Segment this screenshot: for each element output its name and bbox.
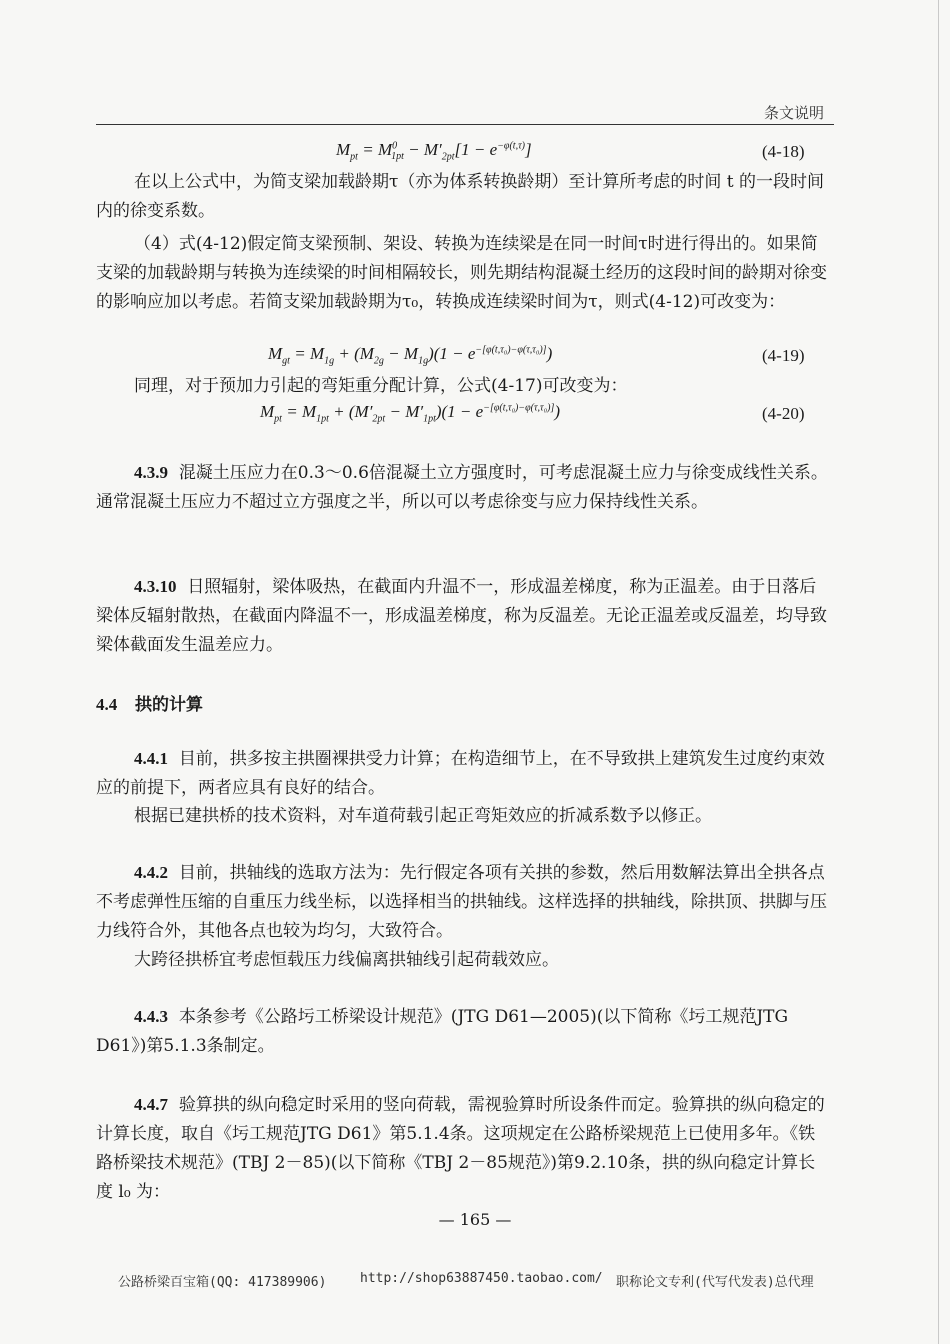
paragraph-4-assumption: （4）式(4-12)假定简支梁预制、架设、转换为连续梁是在同一时间τ时进行得出的。如果简支梁的加载龄期与转换为连续梁的时间相隔较长，则先期结构混凝土经历的这段时间的龄期对徐变的影响应加以考虑。若简支梁加载龄期为τ₀，转换成连续梁时间为τ，则式(4-12)可改变为： [96, 234, 827, 312]
equation-number-4-19: (4-19) [762, 346, 805, 365]
page-number: — 165 — [438, 1210, 512, 1229]
clause-4-3-10 [96, 572, 828, 660]
equation-number-4-20: (4-20) [762, 404, 805, 423]
clause-4-4-3 [96, 1002, 828, 1061]
paragraph-creep-coefficient: 在以上公式中，为简支梁加载龄期τ（亦为体系转换龄期）至计算所考虑的时间 t 的一段时间内的徐变系数。 [96, 172, 825, 221]
clause-number: 4.4.3 [134, 1007, 168, 1026]
footer-url: http://shop63887450.taobao.com/ [360, 1271, 603, 1286]
clause-4-4-7 [96, 1090, 828, 1207]
clause-number: 4.4.2 [134, 863, 168, 882]
clause-text: 验算拱的纵向稳定时采用的竖向荷载，需视验算时所设条件而定。验算拱的纵向稳定的计算长度，取自《圬工规范JTG D61》第5.1.4条。这项规定在公路桥梁规范上已使用多年。《铁路桥梁技术规范》(TBJ 2－85)(以下简称《TBJ 2－85规范》)第9.2.10条，拱的纵向稳定计算长度 l₀ 为： [96, 1095, 825, 1202]
clause-4-4-1-note: 根据已建拱桥的技术资料，对车道荷载引起正弯矩效应的折减系数予以修正。 [134, 806, 712, 826]
header-rule [96, 124, 834, 125]
paragraph-similarly: 同理，对于预加力引起的弯矩重分配计算，公式(4-17)可改变为： [134, 376, 628, 396]
formula-4-19: $M_{gt} = M_{1g} + (M_{2g} - M_{1g})(1 - e^{-[\varphi(t,\tau_0)-\varphi(\tau,\tau_0)]})$ [268, 344, 553, 367]
equation-number-4-18: (4-18) [762, 142, 805, 161]
footer-right: 职称论文专利(代写代发表)总代理 [616, 1275, 814, 1290]
clause-number: 4.3.10 [134, 577, 177, 596]
clause-text: 目前，拱多按主拱圈裸拱受力计算；在构造细节上，在不导致拱上建筑发生过度约束效应的前提下，两者应具有良好的结合。 [96, 749, 825, 798]
clause-text: 本条参考《公路圬工桥梁设计规范》(JTG D61—2005)(以下简称《圬工规范JTG D61》)第5.1.3条制定。 [96, 1007, 789, 1056]
clause-text: 日照辐射，梁体吸热，在截面内升温不一，形成温差梯度，称为正温差。由于日落后梁体反辐射散热，在截面内降温不一，形成温差梯度，称为反温差。无论正温差或反温差，均导致梁体截面发生温差应力。 [96, 577, 827, 655]
footer-left: 公路桥梁百宝箱(QQ: 417389906) [118, 1275, 327, 1290]
page-edge-line [938, 0, 939, 1344]
clause-4-3-9 [96, 458, 828, 517]
clause-number: 4.4.7 [134, 1095, 168, 1114]
section-heading-4-4 [96, 690, 203, 715]
formula-4-20: $M_{pt} = M_{1pt} + (M'_{2pt} - M'_{1pt})(1 - e^{-[\varphi(t,\tau_0)-\varphi(\tau,\tau_0)]})$ [260, 402, 561, 425]
formula-4-18: $M_{pt} = M^0_{1pt} - M'_{2pt}[1 - e^{-\varphi(t,\tau)}]$ [336, 140, 532, 163]
running-header: 条文说明 [763, 104, 824, 122]
clause-number: 4.3.9 [134, 463, 168, 482]
clause-number: 4.4.1 [134, 749, 168, 768]
clause-text: 混凝土压应力在0.3～0.6倍混凝土立方强度时，可考虑混凝土应力与徐变成线性关系。通常混凝土压应力不超过立方强度之半，所以可以考虑徐变与应力保持线性关系。 [96, 463, 828, 512]
section-number: 4.4 [96, 695, 118, 714]
clause-4-4-2-note: 大跨径拱桥宜考虑恒载压力线偏离拱轴线引起荷载效应。 [134, 950, 559, 970]
clause-text: 目前，拱轴线的选取方法为：先行假定各项有关拱的参数，然后用数解法算出全拱各点不考虑弹性压缩的自重压力线坐标，以选择相当的拱轴线。这样选择的拱轴线，除拱顶、拱脚与压力线符合外，其他各点也较为均匀，大致符合。 [96, 863, 827, 941]
section-title: 拱的计算 [135, 695, 204, 715]
clause-4-4-1 [96, 744, 828, 803]
clause-4-4-2 [96, 858, 828, 946]
